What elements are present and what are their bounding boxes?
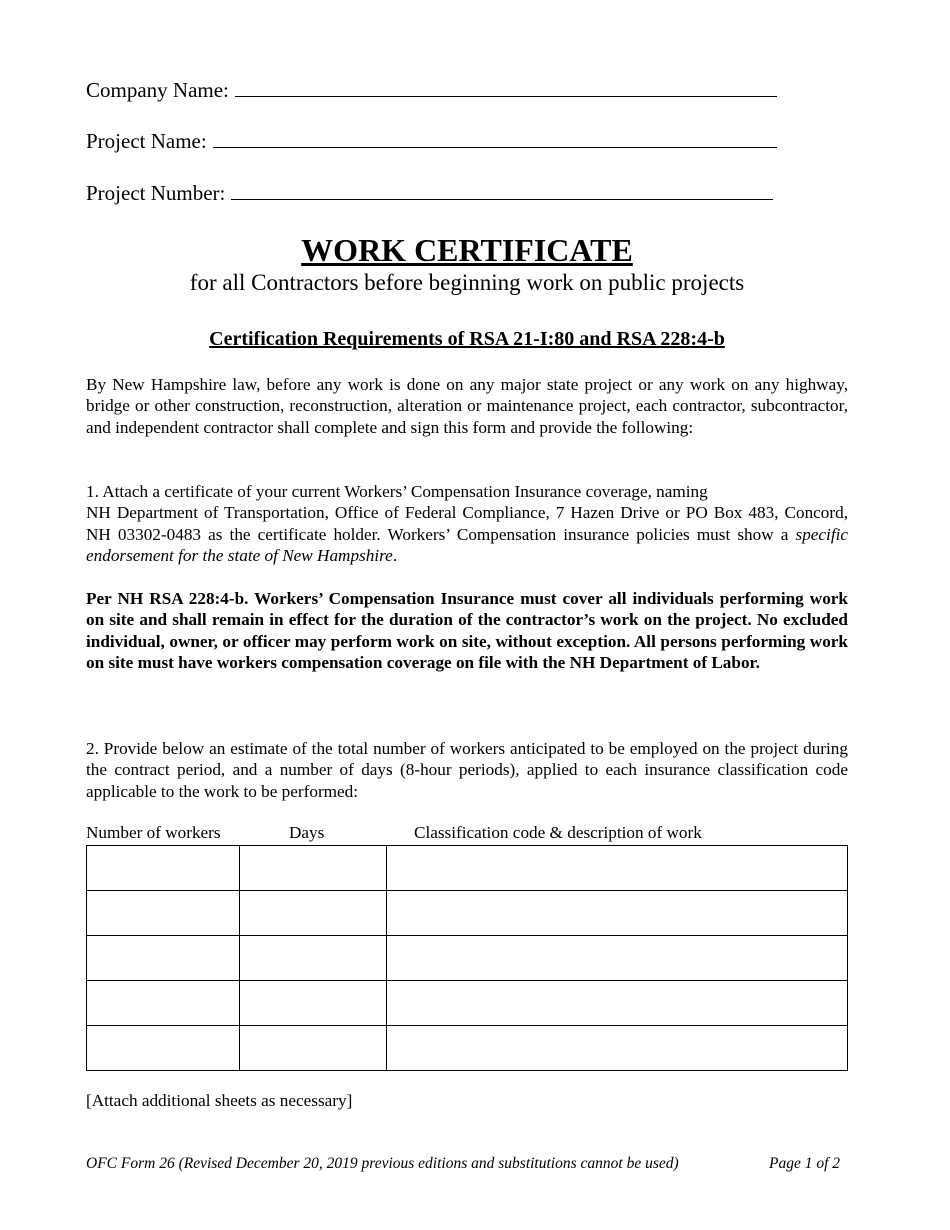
footer-page-number: Page 1 of 2 <box>769 1155 841 1172</box>
table-cell[interactable] <box>387 1026 848 1071</box>
company-name-label: Company Name: <box>86 78 229 102</box>
table-cell[interactable] <box>387 981 848 1026</box>
item-1-emphasis: specific endorsement for the state of New Hampshire <box>86 524 848 565</box>
worker-estimate-table <box>86 845 848 1071</box>
table-row <box>87 891 848 936</box>
column-header-classification: Classification code & description of work <box>414 823 702 842</box>
project-number-line[interactable] <box>231 181 773 200</box>
project-name-field <box>86 129 777 154</box>
table-cell[interactable] <box>240 981 387 1026</box>
table-cell[interactable] <box>87 846 240 891</box>
item-1-end: . <box>392 545 398 565</box>
table-row <box>87 846 848 891</box>
project-number-field <box>86 181 773 206</box>
document-subtitle: for all Contractors before beginning work on public projects <box>189 270 745 295</box>
item-2-paragraph: 2. Provide below an estimate of the total number of workers anticipated to be employed on the project during the contract period, and a number of days (8-hour periods), applied to each insurance classification code applicable to the work to be performed: <box>86 739 848 801</box>
table-cell[interactable] <box>87 981 240 1026</box>
project-name-label: Project Name: <box>86 129 207 153</box>
table-cell[interactable] <box>240 1026 387 1071</box>
item-1-paragraph <box>86 481 848 566</box>
table-cell[interactable] <box>387 936 848 981</box>
table-cell[interactable] <box>87 936 240 981</box>
table-row <box>87 1026 848 1071</box>
column-header-days: Days <box>289 823 325 842</box>
intro-paragraph: By New Hampshire law, before any work is done on any major state project or any work on any highway, bridge or other construction, reconstruction, alteration or maintenance project, each contractor, subcontractor, and independent contractor shall complete and sign this form and provide the following: <box>86 375 848 437</box>
table-cell[interactable] <box>87 1026 240 1071</box>
table-cell[interactable] <box>240 891 387 936</box>
table-row <box>87 936 848 981</box>
bold-notice-paragraph: Per NH RSA 228:4-b. Workers’ Compensation Insurance must cover all individuals performing work on site and shall remain in effect for the duration of the contractor’s work on the project. No excluded individual, owner, or officer may perform work on site, without exception. All persons performing work on site must have workers compensation coverage on file with the NH Department of Labor. <box>86 589 848 672</box>
company-name-line[interactable] <box>235 78 777 97</box>
table-cell[interactable] <box>387 846 848 891</box>
section-heading: Certification Requirements of RSA 21-I:80 and RSA 228:4-b <box>209 328 725 350</box>
table-row <box>87 981 848 1026</box>
project-name-line[interactable] <box>213 129 777 148</box>
project-number-label: Project Number: <box>86 181 226 205</box>
footer-form-id: OFC Form 26 (Revised December 20, 2019 previous editions and substitutions cannot be used) <box>86 1155 679 1172</box>
table-cell[interactable] <box>240 936 387 981</box>
document-title: WORK CERTIFICATE <box>301 232 633 268</box>
attach-note: [Attach additional sheets as necessary] <box>86 1091 353 1110</box>
item-1-first-line: 1. Attach a certificate of your current Workers’ Compensation Insurance coverage, naming <box>86 482 708 501</box>
column-header-workers: Number of workers <box>86 823 221 842</box>
item-1-body: NH Department of Transportation, Office of Federal Compliance, 7 Hazen Drive or PO Box 483, Concord, NH 03302-0483 as the certificate holder. Workers’ Compensation insurance policies must show a <box>86 503 848 544</box>
company-name-field <box>86 78 777 103</box>
table-cell[interactable] <box>87 891 240 936</box>
table-cell[interactable] <box>240 846 387 891</box>
table-cell[interactable] <box>387 891 848 936</box>
